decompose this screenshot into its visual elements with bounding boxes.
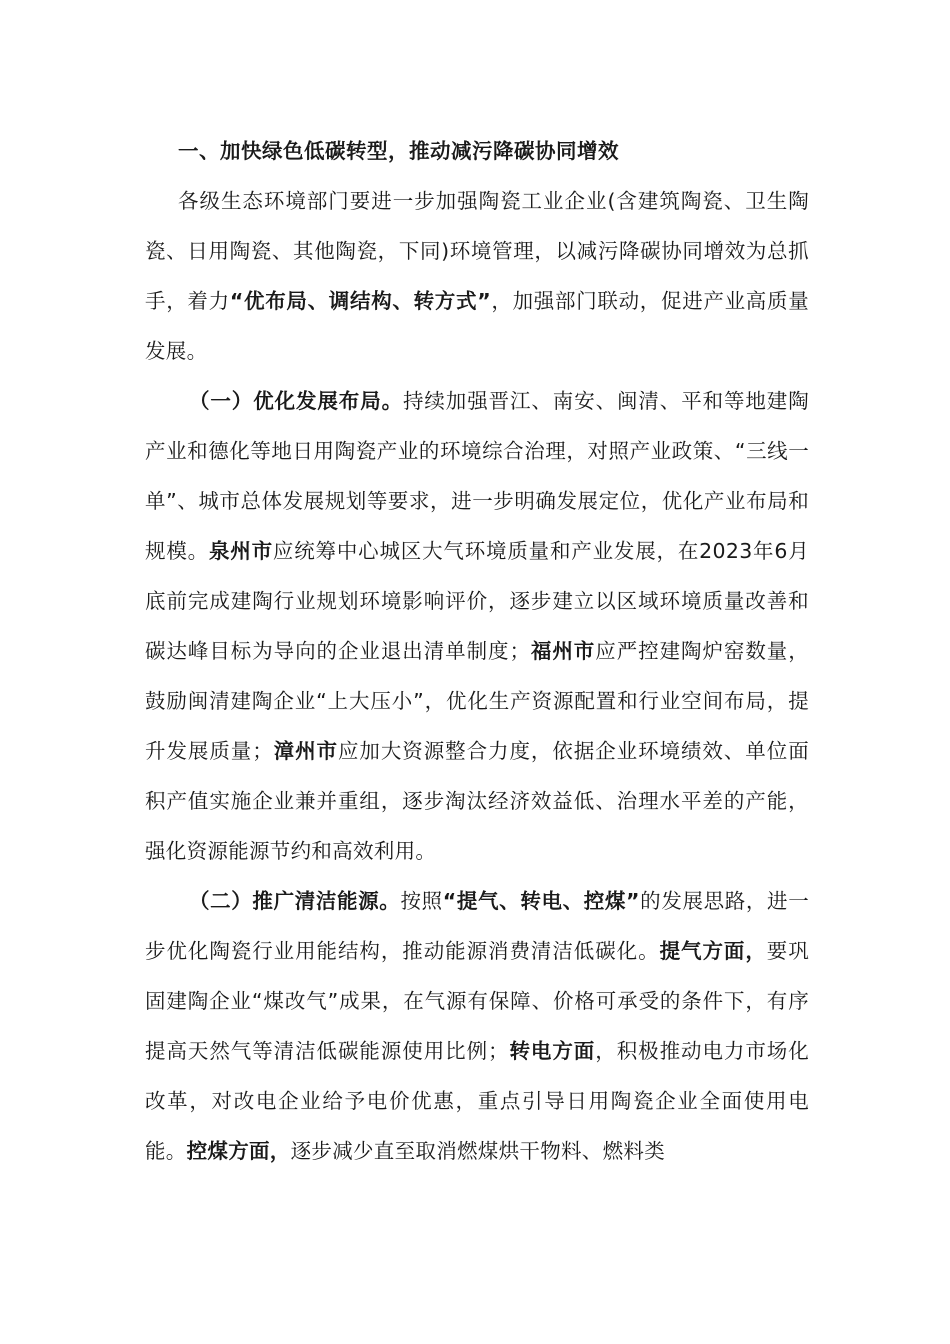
paragraph-layout: [145, 376, 809, 876]
document-body: [145, 126, 809, 1176]
bold-run: “提气、转电、控煤”: [442, 889, 640, 913]
text-run: ，加强部门联动，促进产业高质量发展。: [145, 289, 810, 363]
text-run: 各级生态环境部门要进一步加强陶瓷工业企业(含建筑陶瓷、卫生陶瓷、日用陶瓷、其他陶瓷，下同)环境管理，以减污降碳协同增效为总抓手，着力: [145, 189, 809, 313]
subsection-title: （二）推广清洁能源。: [189, 889, 401, 913]
text-run: 要巩固建陶企业“煤改气”成果，在气源有保障、价格可承受的条件下，有序提高天然气等清洁低碳能源使用比例；: [145, 939, 810, 1063]
city-zhangzhou: 漳州市: [273, 739, 338, 763]
text-run: ，积极推动电力市场化改革，对改电企业给予电价优惠，重点引导日用陶瓷企业全面使用电能。: [145, 1039, 810, 1163]
bold-run: “优布局、调结构、转方式”: [229, 289, 491, 313]
text-run: 应严控建陶炉窑数量，鼓励闽清建陶企业“上大压小”，优化生产资源配置和行业空间布局，提升发展质量；: [145, 639, 810, 763]
bold-run: 控煤方面，: [186, 1139, 291, 1163]
text-run: 持续加强晋江、南安、闽清、平和等地建陶产业和德化等地日用陶瓷产业的环境综合治理，对照产业政策、“三线一单”、城市总体发展规划等要求，进一步明确发展定位，优化产业布局和规模。: [145, 389, 809, 563]
subsection-title: （一）优化发展布局。: [189, 389, 403, 413]
city-quanzhou: 泉州市: [208, 539, 273, 563]
section-heading: 一、加快绿色低碳转型，推动减污降碳协同增效: [178, 139, 619, 163]
paragraph-intro: [145, 176, 809, 376]
text-run: 应统筹中心城区大气环境质量和产业发展，在2023年6月底前完成建陶行业规划环境影响评价，逐步建立以区域环境质量改善和碳达峰目标为导向的企业退出清单制度；: [145, 539, 810, 663]
text-run: 的发展思路，进一步优化陶瓷行业用能结构，推动能源消费清洁低碳化。: [145, 889, 809, 963]
bold-run: 提气方面，: [659, 939, 767, 963]
bold-run: 转电方面: [508, 1039, 596, 1063]
paragraph-energy: [145, 876, 809, 1176]
text-run: 应加大资源整合力度，依据企业环境绩效、单位面积产值实施企业兼并重组，逐步淘汰经济效益低、治理水平差的产能，强化资源能源节约和高效利用。: [145, 739, 809, 863]
city-fuzhou: 福州市: [530, 639, 596, 663]
text-run: 按照: [400, 889, 443, 913]
text-run: 逐步减少直至取消燃煤烘干物料、燃料类: [290, 1139, 666, 1163]
